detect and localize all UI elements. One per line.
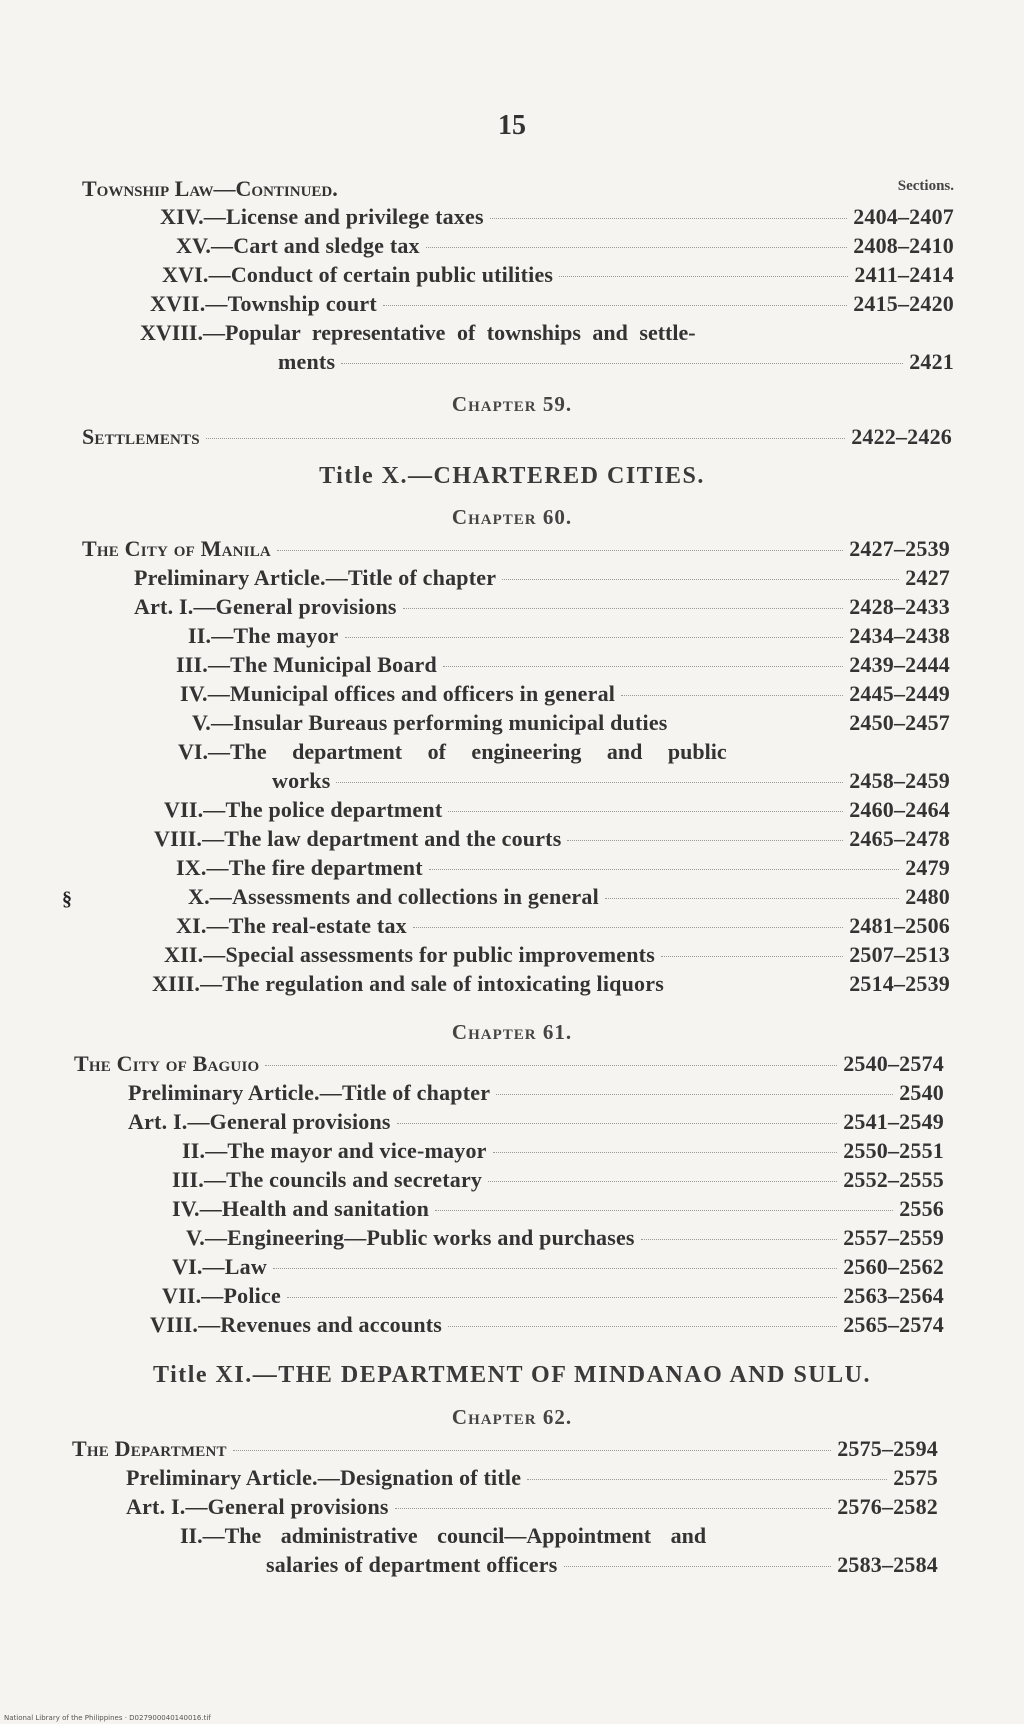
toc-entry-sections: 2552–2555 (843, 1167, 944, 1192)
dot-leader (496, 1094, 893, 1095)
title-heading: Title X.—CHARTERED CITIES. (319, 463, 705, 489)
toc-row (172, 1254, 944, 1280)
dot-leader (488, 1181, 837, 1182)
chapter-heading: Chapter 59. (451, 392, 573, 416)
toc-row (126, 1494, 938, 1520)
scan-footer: National Library of the Philippines · D027900040140016.tif (4, 1714, 211, 1722)
toc-entry-sections: 2563–2564 (843, 1283, 944, 1308)
toc-entry-label: XVII.—Township court (150, 291, 377, 316)
toc-row (266, 1552, 938, 1578)
dot-leader (435, 1210, 893, 1211)
margin-mark: § (62, 888, 72, 910)
toc-entry-sections: 2479 (905, 855, 950, 880)
toc-entry-label: V.—Engineering—Public works and purchases (186, 1225, 635, 1250)
toc-entry-label: VI.—The department of engineering and public (178, 739, 727, 764)
toc-row (182, 1138, 944, 1164)
dot-leader (661, 956, 843, 957)
toc-entry-label: Preliminary Article.—Designation of title (126, 1465, 522, 1490)
toc-entry-label: XIII.—The regulation and sale of intoxicating liquors (152, 971, 664, 996)
sections-column-header: Sections. (897, 178, 954, 194)
toc-row (164, 942, 950, 968)
toc-entry-label: salaries of department officers (266, 1552, 558, 1577)
dot-leader (233, 1450, 831, 1451)
dot-leader (341, 363, 903, 364)
toc-entry-label: VII.—The police department (164, 797, 443, 822)
toc-row (176, 913, 950, 939)
toc-entry-label: IV.—Municipal offices and officers in general (180, 681, 616, 706)
toc-entry-label: XIV.—License and privilege taxes (160, 204, 484, 229)
toc-entry-label: VIII.—Revenues and accounts (150, 1312, 443, 1337)
toc-entry-sections: 2422–2426 (851, 424, 952, 449)
dot-leader (443, 666, 843, 667)
dot-leader (559, 276, 848, 277)
toc-entry-label: IX.—The fire department (176, 855, 423, 880)
dot-leader (641, 1239, 837, 1240)
dot-leader (383, 305, 847, 306)
toc-entry-sections: 2540 (899, 1080, 944, 1105)
toc-row (82, 536, 950, 562)
toc-entry-sections: 2481–2506 (849, 913, 950, 938)
toc-entry-sections: 2560–2562 (843, 1254, 944, 1279)
toc-entry-label: X.—Assessments and collections in general (188, 884, 599, 909)
toc-entry-sections: 2465–2478 (849, 826, 950, 851)
dot-leader (426, 247, 847, 248)
toc-entry-label: XII.—Special assessments for public improvements (164, 942, 655, 967)
toc-entry-label: Preliminary Article.—Title of chapter (128, 1080, 491, 1105)
dot-leader (336, 782, 843, 783)
dot-leader (206, 438, 845, 439)
toc-row (176, 855, 950, 881)
toc-row (72, 1436, 938, 1462)
toc-row (176, 652, 950, 678)
toc-entry-label: XI.—The real-estate tax (176, 913, 407, 938)
toc-entry-label: The City of Baguio (74, 1051, 260, 1076)
toc-row (152, 971, 950, 997)
toc-entry-sections: 2415–2420 (853, 291, 954, 316)
running-header: Township Law—Continued. (82, 176, 338, 201)
chapter-heading: Chapter 60. (451, 505, 573, 529)
toc-entry-sections: 2411–2414 (854, 262, 954, 287)
toc-row (192, 710, 950, 736)
toc-entry-sections: 2540–2574 (843, 1051, 944, 1076)
toc-entry-sections: 2445–2449 (849, 681, 950, 706)
chapter-heading: Chapter 62. (451, 1405, 573, 1429)
toc-entry-label: VI.—Law (172, 1254, 267, 1279)
dot-leader (448, 811, 843, 812)
toc-entry-label: Art. I.—General provisions (128, 1109, 391, 1134)
toc-row (128, 1080, 944, 1106)
toc-entry-label: XVI.—Conduct of certain public utilities (162, 262, 554, 287)
toc-entry-sections: 2576–2582 (837, 1494, 938, 1519)
toc-row (134, 565, 950, 591)
dot-leader (448, 1326, 837, 1327)
toc-row (82, 424, 952, 450)
toc-entry-label: XVIII.—Popular representative of townships and settle- (140, 320, 696, 345)
toc-row (150, 291, 954, 317)
dot-leader (403, 608, 844, 609)
toc-entry-label: IV.—Health and sanitation (172, 1196, 430, 1221)
dot-leader (567, 840, 843, 841)
toc-entry-sections: 2557–2559 (843, 1225, 944, 1250)
toc-entry-sections: 2428–2433 (849, 594, 950, 619)
toc-entry-sections: 2434–2438 (849, 623, 950, 648)
toc-row (172, 1196, 944, 1222)
toc-row (272, 768, 950, 794)
toc-entry-label: works (272, 768, 331, 793)
dot-leader (605, 898, 899, 899)
toc-entry-sections: 2507–2513 (849, 942, 950, 967)
dot-leader (493, 1152, 838, 1153)
toc-row (150, 1312, 944, 1338)
toc-entry-label: ments (278, 349, 336, 374)
toc-entry-sections: 2583–2584 (837, 1552, 938, 1577)
toc-entry-sections: 2439–2444 (849, 652, 950, 677)
toc-entry-label: Art. I.—General provisions (134, 594, 397, 619)
dot-leader (621, 695, 843, 696)
toc-row (180, 681, 950, 707)
toc-entry-label: XV.—Cart and sledge tax (176, 233, 420, 258)
chapter-heading: Chapter 61. (451, 1020, 573, 1044)
toc-entry-sections: 2450–2457 (849, 710, 950, 735)
toc-row (162, 1283, 944, 1309)
toc-entry-sections: 2541–2549 (843, 1109, 944, 1134)
toc-entry-label: II.—The mayor (188, 623, 339, 648)
dot-leader (273, 1268, 837, 1269)
dot-leader (490, 218, 847, 219)
toc-entry-label: Art. I.—General provisions (126, 1494, 389, 1519)
toc-entry-sections: 2575–2594 (837, 1436, 938, 1461)
toc-entry-label: II.—The mayor and vice-mayor (182, 1138, 487, 1163)
dot-leader (413, 927, 843, 928)
dot-leader (527, 1479, 887, 1480)
dot-leader (345, 637, 844, 638)
toc-row (188, 623, 950, 649)
toc-row (74, 1051, 944, 1077)
toc-entry-sections: 2458–2459 (849, 768, 950, 793)
dot-leader (287, 1297, 837, 1298)
toc-entry-label: Settlements (82, 424, 200, 449)
toc-row (162, 262, 954, 288)
toc-row (172, 1167, 944, 1193)
toc-entry-label: The City of Manila (82, 536, 271, 561)
toc-entry-label: VIII.—The law department and the courts (154, 826, 562, 851)
toc-entry-sections: 2427 (905, 565, 950, 590)
toc-entry-label: III.—The Municipal Board (176, 652, 437, 677)
toc-entry-label: VII.—Police (162, 1283, 281, 1308)
dot-leader (502, 579, 899, 580)
toc-row (188, 884, 950, 910)
toc-row (176, 233, 954, 259)
toc-entry-sections: 2514–2539 (849, 971, 950, 996)
toc-entry-sections: 2421 (909, 349, 954, 374)
toc-entry-label: II.—The administrative council—Appointment and (180, 1523, 707, 1548)
toc-entry-sections: 2427–2539 (849, 536, 950, 561)
toc-entry-label: The Department (72, 1436, 227, 1461)
toc-entry-sections: 2575 (893, 1465, 938, 1490)
dot-leader (265, 1065, 837, 1066)
toc-entry-sections: 2565–2574 (843, 1312, 944, 1337)
dot-leader (395, 1508, 832, 1509)
dot-leader (277, 550, 843, 551)
toc-row (186, 1225, 944, 1251)
toc-entry-sections: 2408–2410 (853, 233, 954, 258)
toc-entry-sections: 2550–2551 (843, 1138, 944, 1163)
toc-row (126, 1465, 938, 1491)
toc-row (164, 797, 950, 823)
dot-leader (429, 869, 899, 870)
dot-leader (564, 1566, 832, 1567)
toc-row (128, 1109, 944, 1135)
toc-entry-sections: 2460–2464 (849, 797, 950, 822)
toc-entry-sections: 2404–2407 (853, 204, 954, 229)
toc-entry-label: Preliminary Article.—Title of chapter (134, 565, 497, 590)
toc-row (160, 204, 954, 230)
toc-row (278, 349, 954, 375)
title-heading: Title XI.—THE DEPARTMENT OF MINDANAO AND SULU. (153, 1362, 871, 1388)
toc-entry-sections: 2556 (899, 1196, 944, 1221)
toc-entry-label: V.—Insular Bureaus performing municipal duties (192, 710, 668, 735)
toc-row (134, 594, 950, 620)
dot-leader (397, 1123, 838, 1124)
toc-row (154, 826, 950, 852)
page-number: 15 (498, 110, 526, 141)
toc-entry-sections: 2480 (905, 884, 950, 909)
toc-entry-label: III.—The councils and secretary (172, 1167, 483, 1192)
